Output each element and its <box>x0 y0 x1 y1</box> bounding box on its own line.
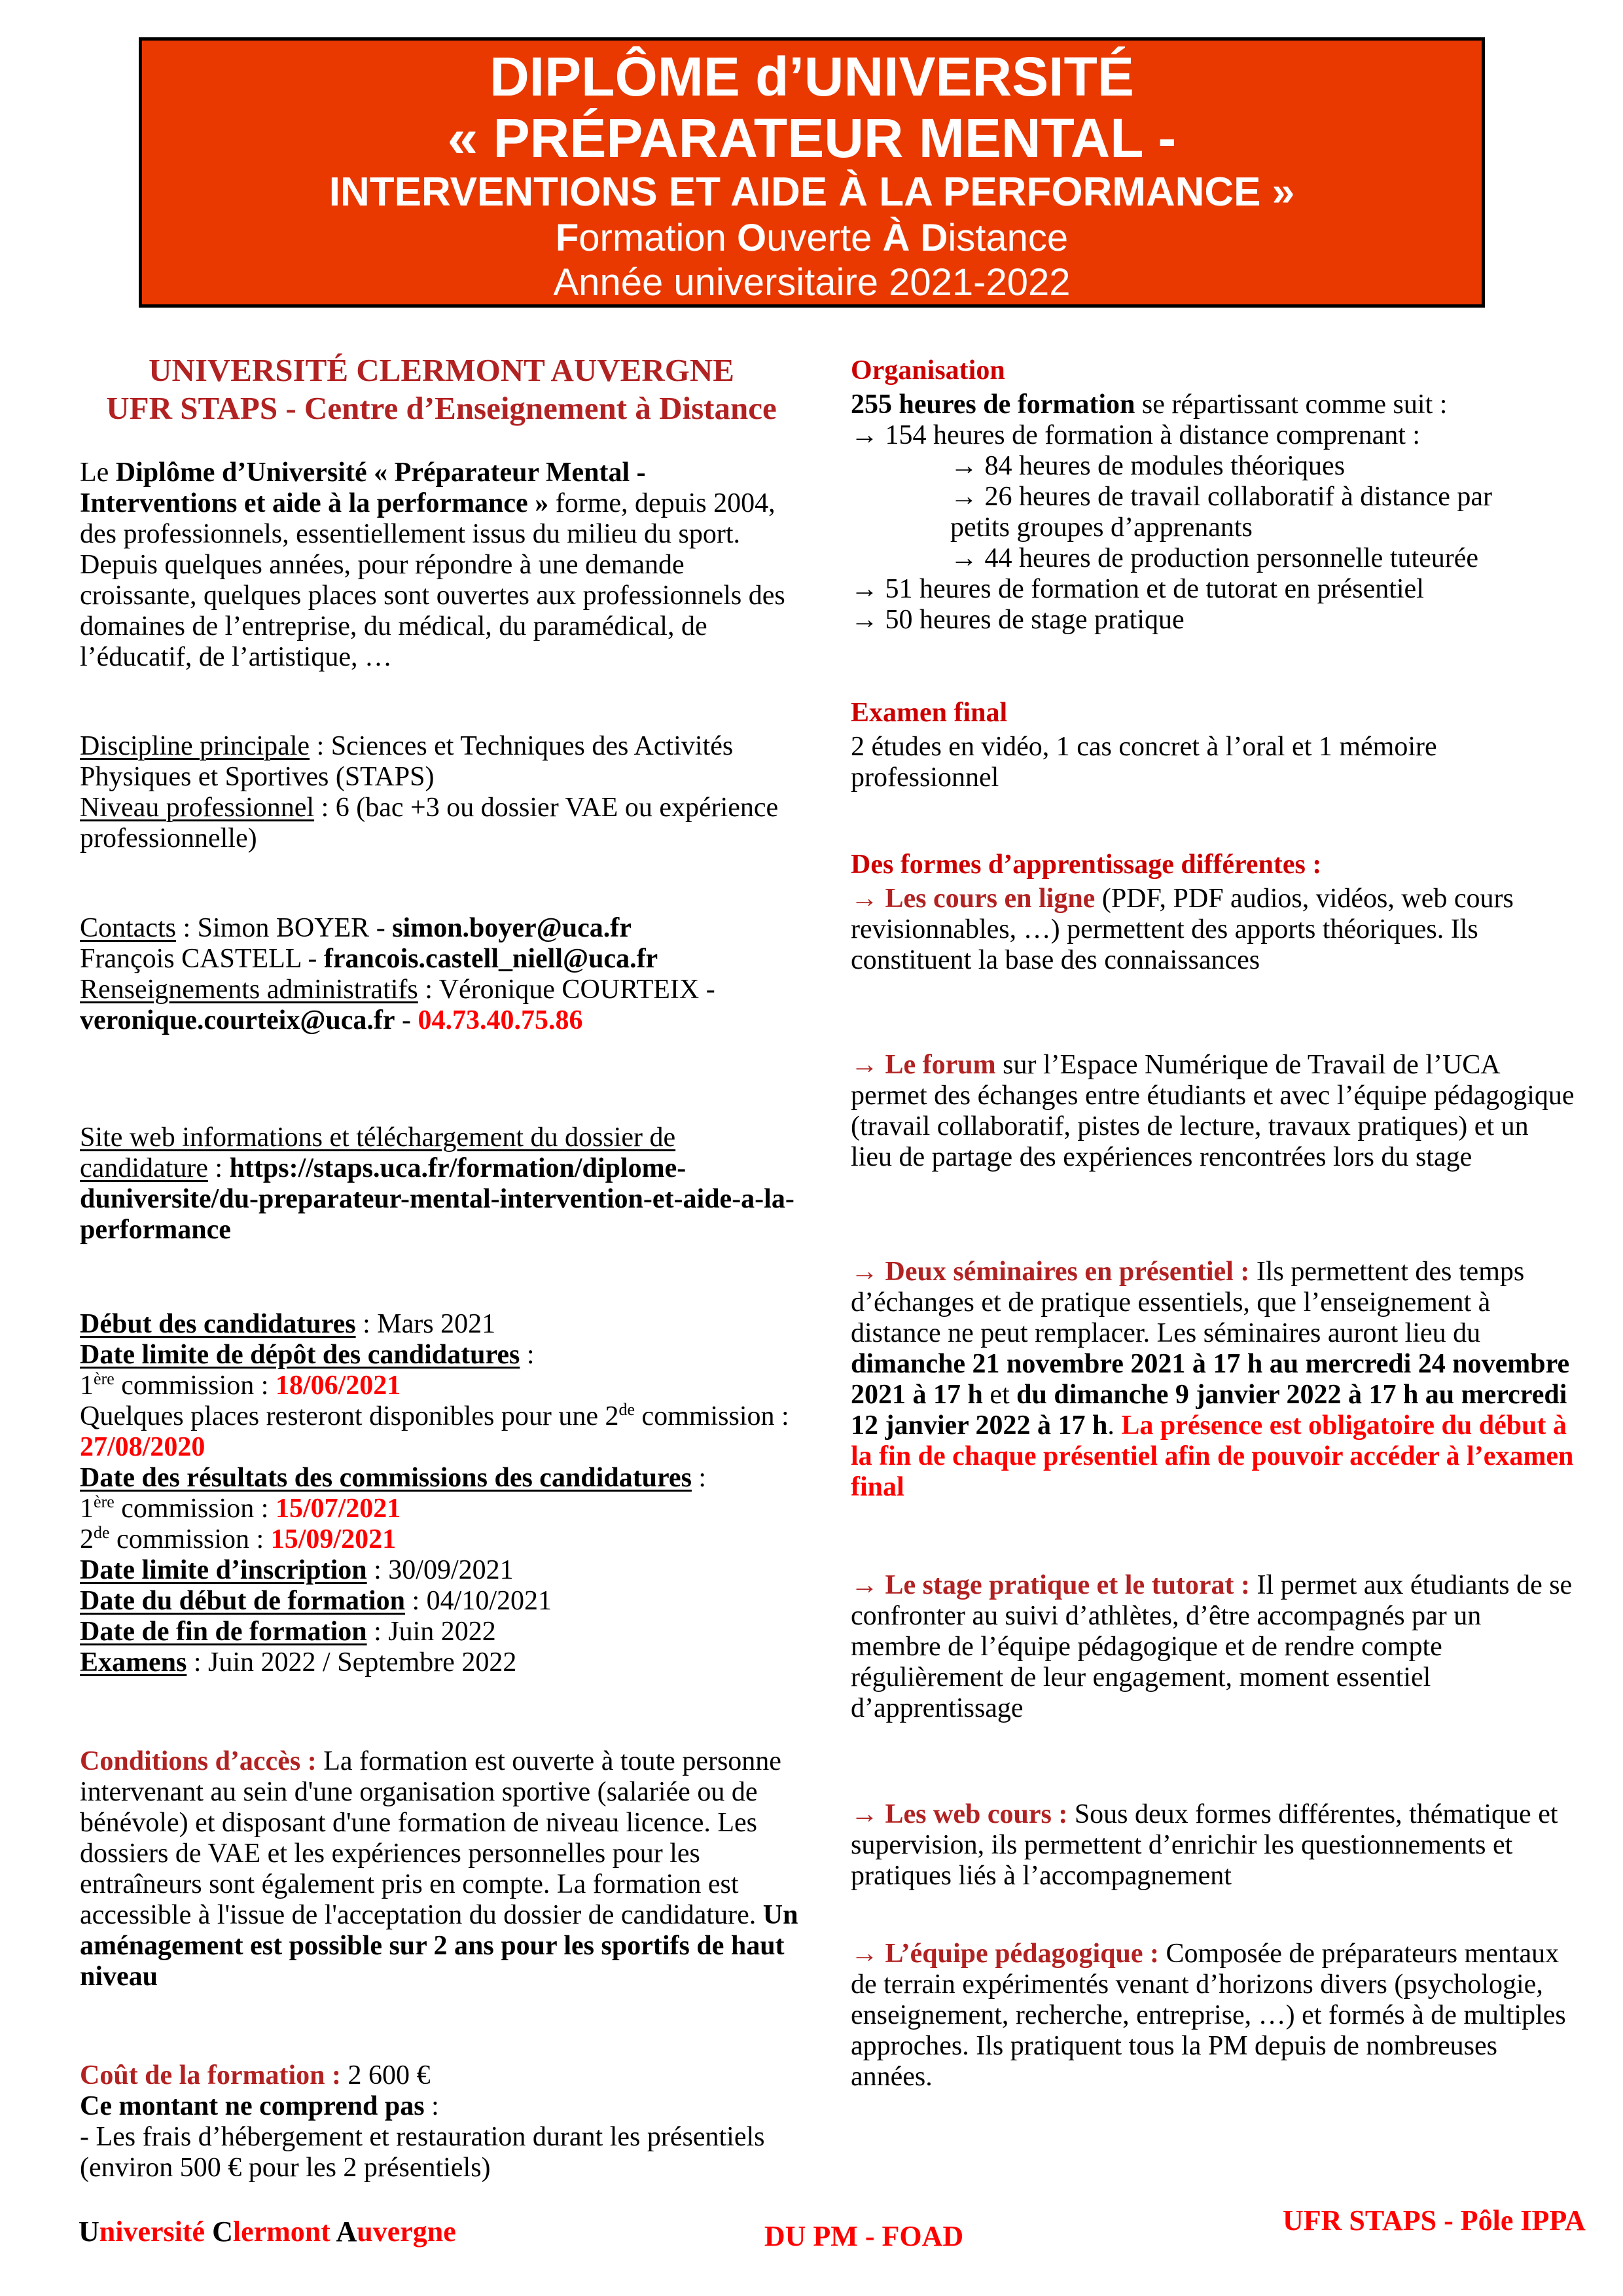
website-block[interactable]: Site web informations et téléchargement du dossier de candidature : https://staps.uca.fr/formation/diplome-duniversite/du-preparateur-mental-intervention-et-aide-a-la-performance <box>80 1122 794 1245</box>
teaching-team-paragraph: → L’équipe pédagogique : Composée de préparateurs mentaux de terrain expérimentés venant d’horizons divers (psychologie, enseignement, recherche, entreprise, …) et formés à de multiples approches. Ils pratiquent tous la PM depuis de nombreuses années. <box>851 1939 1566 2092</box>
contacts-block: Contacts : Simon BOYER - simon.boyer@uca.fr François CASTELL - francois.castell_niell@uca.fr Renseignements administratifs : Véronique COURTEIX - veronique.courteix@uca.fr - 04.73.40.75.86 <box>80 913 715 1035</box>
banner-line-4: Formation Ouverte À Distance <box>555 217 1069 259</box>
intro-paragraph: Le Diplôme d’Université « Préparateur Mental - Interventions et aide à la performance » forme, depuis 2004, des professionnels, essentiellement issus du milieu du sport. Depuis quelques années, pour répondre à une demande croissante, quelques places sont ouvertes aux professionnels des domaines de l’entreprise, du médical, du paramédical, de l’éducatif, de l’artistique, … <box>80 457 785 672</box>
key-dates-block: Début des candidatures : Mars 2021 Date limite de dépôt des candidatures : 1ère commission : 18/06/2021 Quelques places resteront disponibles pour une 2de commission : 27/08/2020 Date des résultats des commissions des candidatures : 1ère commission : 15/07/2021 2de commission : 15/09/2021 Date limite d’inscription : 30/09/2021 Date du début de formation : 04/10/2021 Date de fin de formation : Juin 2022 Examens : Juin 2022 / Septembre 2022 <box>80 1309 789 1677</box>
discipline-block: Discipline principale : Sciences et Techniques des Activités Physiques et Sportives (STAPS) Niveau professionnel : 6 (bac +3 ou dossier VAE ou expérience professionnelle) <box>80 731 779 853</box>
learning-forms-block: Des formes d’apprentissage différentes : → Les cours en ligne (PDF, PDF audios, vidéos, web cours revisionnables, …) permettent des apports théoriques. Ils constituent la base des connaissances <box>851 850 1514 975</box>
web-courses-paragraph: → Les web cours : Sous deux formes différentes, thématique et supervision, ils permettent d’enrichir les questionnements et pratiques liés à l’accompagnement <box>851 1799 1558 1891</box>
banner-line-1: DIPLÔME d’UNIVERSITÉ <box>490 46 1134 107</box>
title-banner <box>139 37 1485 308</box>
seminars-paragraph: → Deux séminaires en présentiel : Ils permettent des temps d’échanges et de pratique essentiels, que l’enseignement à distance ne peut remplacer. Les séminaires auront lieu du dimanche 21 novembre 2021 à 17 h au mercredi 24 novembre 2021 à 17 h et du dimanche 9 janvier 2022 à 17 h au mercredi 12 janvier 2022 à 17 h. La présence est obligatoire du début à la fin de chaque présentiel afin de pouvoir accéder à l’examen final <box>851 1257 1574 1502</box>
banner-line-3: INTERVENTIONS ET AIDE À LA PERFORMANCE » <box>329 170 1295 215</box>
university-heading: UNIVERSITÉ CLERMONT AUVERGNE UFR STAPS - Centre d’Enseignement à Distance <box>106 352 777 426</box>
cost-block: Coût de la formation : 2 600 € Ce montant ne comprend pas : - Les frais d’hébergement et restauration durant les présentiels (environ 500 € pour les 2 présentiels) <box>80 2060 765 2183</box>
footer-right: UFR STAPS - Pôle IPPA <box>1283 2204 1586 2236</box>
footer-left: Université Clermont Auvergne <box>79 2215 456 2248</box>
banner-line-5: Année universitaire 2021-2022 <box>553 261 1071 304</box>
internship-tutoring-paragraph: → Le stage pratique et le tutorat : Il permet aux étudiants de se confronter au suivi d’athlètes, d’être accompagnés par un membre de l’équipe pédagogique et de rendre compte régulièrement de leur engagement, moment essentiel d’apprentissage <box>851 1570 1573 1723</box>
access-conditions-block: Conditions d’accès : La formation est ouverte à toute personne intervenant au sein d'une organisation sportive (salariée ou de bénévole) et disposant d'une formation de niveau licence. Les dossiers de VAE et les expériences personnelles pour les entraîneurs sont également pris en compte. La formation est accessible à l'issue de l'acceptation du dossier de candidature. Un aménagement est possible sur 2 ans pour les sportifs de haut niveau <box>80 1746 798 1992</box>
footer-center: DU PM - FOAD <box>764 2220 964 2252</box>
organisation-block: Organisation 255 heures de formation se répartissant comme suit : → 154 heures de formation à distance comprenant : → 84 heures de modules théoriques → 26 heures de travail collaboratif à distance par petits groupes d’apprenants → 44 heures de production personnelle tuteurée → 51 heures de formation et de tutorat en présentiel → 50 heures de stage pratique <box>851 355 1492 635</box>
forum-paragraph: → Le forum sur l’Espace Numérique de Travail de l’UCA permet des échanges entre étudiants et avec l’équipe pédagogique (travail collaboratif, pistes de lecture, travaux pratiques) et un lieu de partage des expériences rencontrées lors du stage <box>851 1050 1575 1172</box>
final-exam-block: Examen final 2 études en vidéo, 1 cas concret à l’oral et 1 mémoire professionnel <box>851 698 1437 793</box>
banner-line-2: « PRÉPARATEUR MENTAL - <box>447 107 1177 169</box>
